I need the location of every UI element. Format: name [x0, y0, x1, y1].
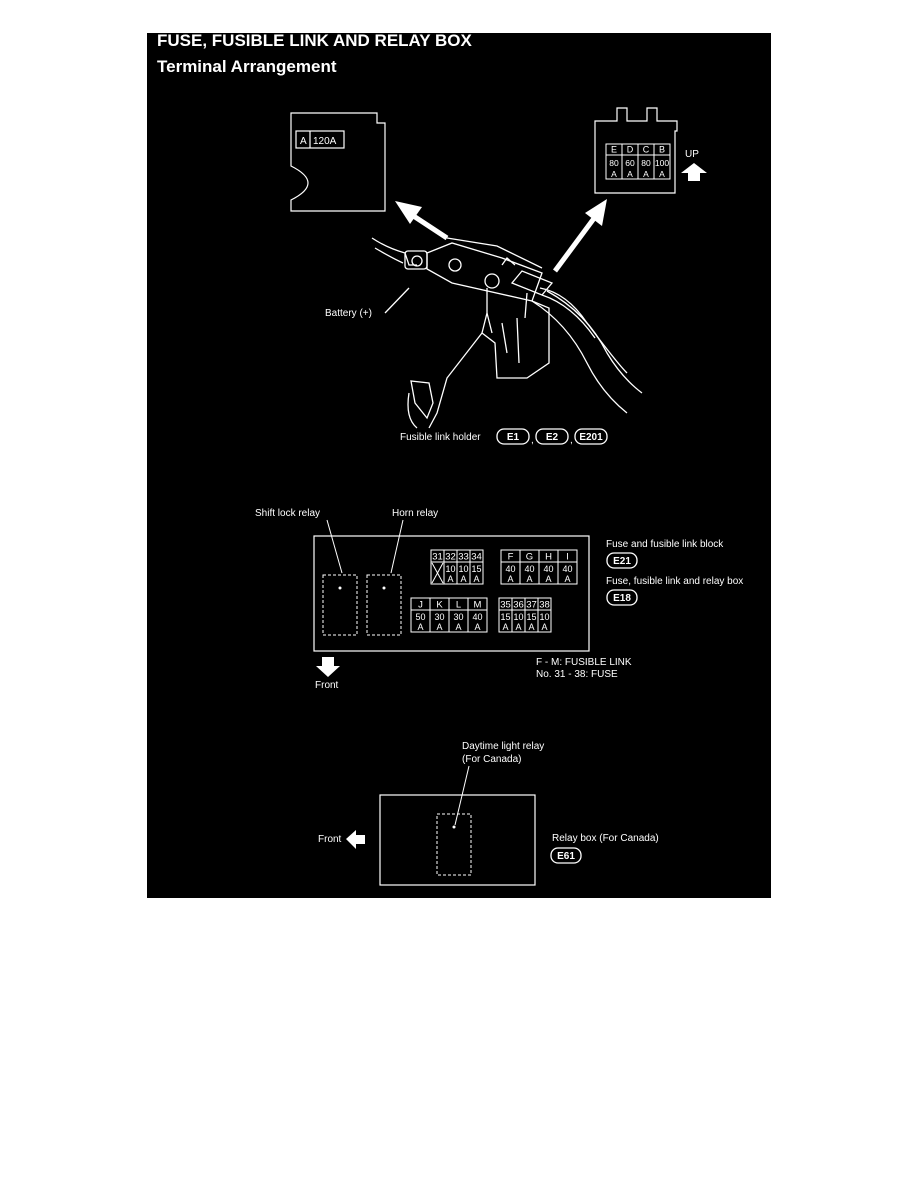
daytime-relay-slot — [437, 814, 471, 875]
cell-value: 40 — [505, 563, 516, 574]
battery-label: Battery (+) — [325, 308, 372, 319]
cell-value: 30 — [453, 611, 464, 622]
shift-lock-relay-slot — [323, 575, 357, 635]
cell-unit: A — [474, 622, 481, 632]
cell-header: 33 — [458, 551, 469, 563]
cell-unit: A — [455, 622, 462, 632]
cell-header: H — [545, 551, 552, 563]
cell-value: 15 — [526, 611, 537, 622]
cell-header: 36 — [513, 599, 524, 611]
cell-unit: A — [564, 574, 571, 584]
connector-badge-e1 — [497, 429, 529, 444]
connector-badge-e2 — [536, 429, 568, 444]
svg-text:E21: E21 — [613, 556, 631, 567]
cell-value: 10 — [458, 563, 469, 574]
cell-unit: A — [447, 574, 454, 584]
cell-value: 10 — [513, 611, 524, 622]
cell-header: 34 — [471, 551, 482, 563]
separator-2: , — [570, 435, 573, 446]
cell-unit: A — [515, 622, 522, 632]
connector-badge-e201 — [575, 429, 607, 444]
cell-header: I — [566, 551, 569, 563]
fusible-link-a-rating: 120A — [313, 136, 337, 147]
fuse-grid-35-38 — [499, 598, 551, 632]
cell-header: 35 — [500, 599, 511, 611]
relay-box-outline — [380, 795, 535, 885]
cell-value: 15 — [471, 563, 482, 574]
horn-relay-label: Horn relay — [392, 508, 439, 519]
battery-terminal-illustration — [372, 238, 642, 428]
svg-text:E18: E18 — [613, 593, 631, 604]
cell-unit: A — [545, 574, 552, 584]
cell-value: 40 — [524, 563, 535, 574]
fusible-link-a-housing — [291, 113, 385, 211]
cell-value: 50 — [415, 611, 426, 622]
connector-badge-e18 — [607, 590, 637, 605]
cell-unit: A — [643, 169, 649, 179]
cell-header: D — [626, 144, 634, 155]
cell-unit: A — [627, 169, 633, 179]
cell-header: K — [436, 599, 443, 611]
cell-value: 30 — [434, 611, 445, 622]
cell-value: 15 — [500, 611, 511, 622]
cell-unit: A — [460, 574, 467, 584]
svg-text:E1: E1 — [506, 432, 520, 443]
cell-value: 100 — [654, 157, 670, 168]
front-label-bottom: Front — [318, 834, 342, 845]
daytime-relay-label-1: Daytime light relay — [462, 741, 545, 752]
cell-header: C — [642, 144, 650, 155]
diagram-panel — [147, 33, 771, 898]
cell-value: 40 — [562, 563, 573, 574]
arrow-to-connector-icon — [555, 199, 607, 271]
cell-unit: A — [502, 622, 509, 632]
cell-header: E — [610, 144, 618, 155]
up-label: UP — [685, 149, 699, 160]
shift-lock-relay-label: Shift lock relay — [255, 508, 321, 519]
svg-text:E201: E201 — [579, 432, 603, 443]
relay-box-label: Relay box (For Canada) — [552, 833, 659, 844]
page-title: FUSE, FUSIBLE LINK AND RELAY BOX — [157, 33, 472, 50]
cell-value: 80 — [641, 157, 651, 168]
holder-label: Fusible link holder — [400, 432, 481, 443]
front-left-arrow-icon — [346, 830, 365, 849]
link-grid-f-i — [501, 550, 577, 584]
cell-header: 37 — [526, 599, 537, 611]
shift-lock-leader — [327, 520, 342, 573]
cell-header: G — [525, 551, 534, 563]
box-label: Fuse, fusible link and relay box — [606, 576, 744, 587]
cell-header: L — [455, 599, 462, 611]
connector-badge-e21 — [607, 553, 637, 568]
cell-value: 10 — [445, 563, 456, 574]
cell-header: F — [507, 551, 514, 563]
cell-header: 38 — [539, 599, 550, 611]
legend-line-2: No. 31 - 38: FUSE — [536, 669, 618, 680]
block-label: Fuse and fusible link block — [606, 539, 724, 550]
cell-unit: A — [528, 622, 535, 632]
cell-header: 31 — [432, 551, 443, 563]
cell-header: J — [418, 599, 423, 611]
cell-header: B — [658, 144, 666, 155]
horn-relay-slot — [367, 575, 401, 635]
arrow-to-link-a-icon — [395, 201, 447, 238]
cell-value: 40 — [543, 563, 554, 574]
link-grid-j-m — [411, 598, 487, 632]
front-label-middle: Front — [315, 680, 339, 691]
horn-leader — [391, 520, 403, 573]
cell-unit: A — [541, 622, 548, 632]
legend-line-1: F - M: FUSIBLE LINK — [536, 657, 632, 668]
cell-unit: A — [507, 574, 514, 584]
cell-unit: A — [659, 169, 665, 179]
svg-text:E61: E61 — [557, 851, 575, 862]
up-arrow-icon — [681, 163, 707, 181]
cell-unit: A — [611, 169, 617, 179]
terminal-diagram — [147, 33, 771, 898]
cell-unit: A — [436, 622, 443, 632]
fuse-grid-31-34 — [431, 550, 483, 584]
separator-1: , — [531, 435, 534, 446]
page-subtitle: Terminal Arrangement — [157, 57, 337, 76]
cell-unit: A — [417, 622, 424, 632]
cell-header: M — [473, 599, 482, 611]
front-down-arrow-icon — [316, 657, 340, 677]
svg-text:E2: E2 — [545, 432, 559, 443]
daytime-relay-label-2: (For Canada) — [462, 754, 522, 765]
connector-badge-e61 — [551, 848, 581, 863]
cell-unit: A — [526, 574, 533, 584]
cell-value: 80 — [609, 157, 619, 168]
connector-grid — [606, 144, 670, 179]
fusible-link-a-id: A — [300, 136, 307, 147]
cell-value: 10 — [539, 611, 550, 622]
cell-value: 40 — [472, 611, 483, 622]
cell-value: 60 — [625, 157, 635, 168]
cell-unit: A — [473, 574, 480, 584]
cell-header: 32 — [445, 551, 456, 563]
